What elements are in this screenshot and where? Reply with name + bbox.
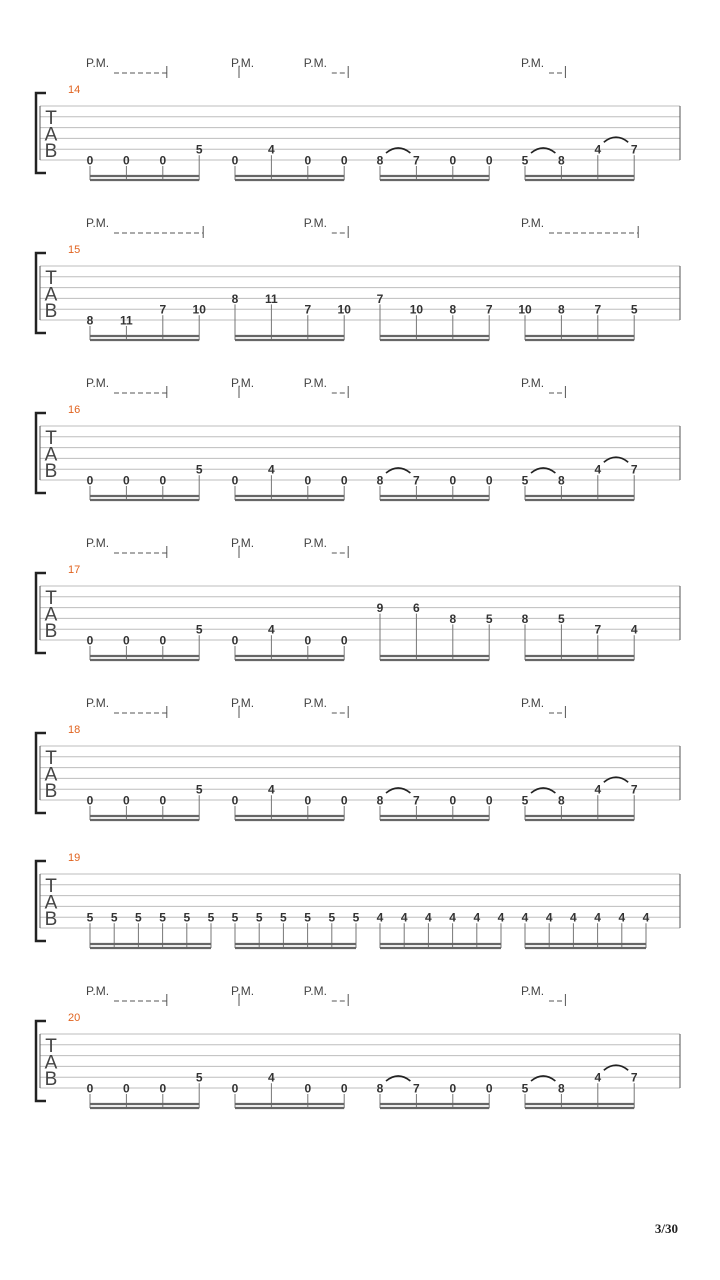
fret-number: 0 [304, 153, 312, 168]
measure-number: 19 [68, 852, 81, 864]
tab-letter-b: B [44, 461, 58, 482]
fret-number: 5 [630, 302, 638, 317]
fret-number: 0 [86, 153, 94, 168]
measure-number: 17 [68, 564, 81, 576]
palm-mute-label: P.M. [231, 56, 255, 70]
fret-number: 4 [497, 910, 505, 925]
fret-number: 4 [521, 910, 529, 925]
fret-number: 5 [135, 910, 142, 925]
fret-number: 0 [449, 153, 457, 168]
fret-number: 4 [594, 142, 602, 157]
tab-letter-b: B [44, 781, 58, 802]
tab-system-19 [36, 852, 680, 948]
fret-number: 4 [376, 910, 384, 925]
fret-number: 5 [183, 910, 191, 925]
fret-number: 4 [545, 910, 553, 925]
fret-number: 0 [86, 1081, 94, 1096]
palm-mute-label: P.M. [303, 56, 327, 70]
fret-number: 5 [195, 142, 203, 157]
page-number: 3/30 [654, 1221, 678, 1236]
tab-letter-a: A [44, 604, 58, 626]
fret-number: 4 [268, 1070, 275, 1085]
fret-number: 8 [558, 302, 565, 317]
fret-number: 0 [86, 793, 94, 808]
fret-number: 5 [521, 1081, 529, 1096]
fret-number: 5 [110, 910, 118, 925]
tab-system-15 [36, 216, 680, 340]
fret-number: 4 [570, 910, 577, 925]
fret-number: 4 [618, 910, 626, 925]
fret-number: 8 [376, 1081, 384, 1096]
fret-number: 4 [594, 1070, 602, 1085]
fret-number: 5 [521, 473, 529, 488]
fret-number: 8 [558, 1081, 565, 1096]
fret-number: 11 [120, 313, 133, 328]
tab-letter-a: A [44, 1052, 58, 1074]
fret-number: 8 [376, 793, 384, 808]
palm-mute-label: P.M. [231, 376, 255, 390]
fret-number: 4 [268, 622, 275, 637]
fret-number: 5 [195, 782, 203, 797]
tab-letter-a: A [44, 124, 58, 146]
tab-letter-b: B [44, 621, 58, 642]
fret-number: 5 [280, 910, 287, 925]
fret-number: 0 [485, 1081, 493, 1096]
palm-mute-label: P.M. [303, 376, 327, 390]
fret-number: 0 [340, 473, 348, 488]
palm-mute-label: P.M. [231, 696, 255, 710]
fret-number: 5 [86, 910, 94, 925]
fret-number: 0 [231, 1081, 239, 1096]
tab-letter-b: B [44, 301, 58, 322]
fret-number: 7 [485, 302, 493, 317]
tab-letter-t: T [45, 1036, 57, 1057]
fret-number: 5 [558, 611, 565, 626]
fret-number: 0 [123, 473, 130, 488]
tab-system-20 [36, 984, 680, 1108]
fret-number: 4 [449, 910, 456, 925]
fret-number: 8 [231, 291, 239, 306]
palm-mute-label: P.M. [521, 56, 545, 70]
measure-number: 18 [68, 724, 81, 736]
fret-number: 0 [231, 153, 239, 168]
fret-number: 8 [376, 473, 384, 488]
tab-letter-t: T [45, 588, 57, 609]
tab-letter-t: T [45, 268, 57, 289]
fret-number: 5 [159, 910, 166, 925]
tab-system-14 [36, 56, 680, 180]
fret-number: 10 [337, 302, 351, 317]
fret-number: 7 [413, 153, 420, 168]
palm-mute-label: P.M. [303, 536, 327, 550]
fret-number: 0 [485, 473, 493, 488]
fret-number: 0 [340, 793, 348, 808]
fret-number: 0 [159, 153, 167, 168]
fret-number: 7 [630, 782, 638, 797]
fret-number: 4 [268, 142, 275, 157]
fret-number: 8 [376, 153, 384, 168]
tab-letter-a: A [44, 892, 58, 914]
palm-mute-label: P.M. [521, 984, 545, 998]
fret-number: 8 [86, 313, 94, 328]
fret-number: 5 [231, 910, 239, 925]
tab-letter-t: T [45, 748, 57, 769]
palm-mute-label: P.M. [86, 696, 110, 710]
fret-number: 0 [485, 153, 493, 168]
fret-number: 4 [268, 462, 275, 477]
fret-number: 4 [594, 462, 602, 477]
palm-mute-label: P.M. [86, 984, 110, 998]
fret-number: 9 [376, 601, 384, 616]
fret-number: 0 [231, 793, 239, 808]
fret-number: 8 [558, 153, 565, 168]
palm-mute-label: P.M. [303, 216, 327, 230]
fret-number: 8 [449, 611, 457, 626]
tab-letter-t: T [45, 876, 57, 897]
fret-number: 4 [425, 910, 432, 925]
fret-number: 7 [376, 291, 384, 306]
fret-number: 7 [159, 302, 167, 317]
fret-number: 10 [409, 302, 424, 317]
fret-number: 10 [192, 302, 206, 317]
fret-number: 4 [594, 782, 602, 797]
tab-letter-b: B [44, 1069, 58, 1090]
fret-number: 7 [594, 302, 602, 317]
fret-number: 0 [123, 633, 130, 648]
fret-number: 4 [594, 910, 601, 925]
fret-number: 0 [123, 153, 130, 168]
fret-number: 8 [449, 302, 457, 317]
palm-mute-label: P.M. [303, 696, 327, 710]
palm-mute-label: P.M. [86, 56, 110, 70]
fret-number: 7 [630, 142, 638, 157]
fret-number: 0 [304, 633, 312, 648]
fret-number: 5 [195, 462, 203, 477]
fret-number: 0 [304, 1081, 312, 1096]
fret-number: 0 [449, 793, 457, 808]
fret-number: 4 [400, 910, 408, 925]
fret-number: 0 [123, 1081, 130, 1096]
fret-number: 0 [159, 473, 167, 488]
fret-number: 0 [449, 473, 457, 488]
tab-system-16 [36, 376, 680, 500]
fret-number: 0 [123, 793, 130, 808]
tab-system-18 [36, 696, 680, 820]
tab-letter-b: B [44, 141, 58, 162]
fret-number: 4 [630, 622, 638, 637]
palm-mute-label: P.M. [86, 376, 110, 390]
fret-number: 6 [413, 601, 420, 616]
fret-number: 0 [159, 793, 167, 808]
fret-number: 0 [231, 473, 239, 488]
fret-number: 8 [558, 793, 565, 808]
fret-number: 0 [159, 633, 167, 648]
fret-number: 5 [195, 622, 203, 637]
palm-mute-label: P.M. [86, 536, 110, 550]
fret-number: 0 [340, 1081, 348, 1096]
fret-number: 11 [265, 291, 278, 306]
tab-letter-a: A [44, 444, 58, 466]
fret-number: 5 [485, 611, 493, 626]
fret-number: 0 [86, 633, 94, 648]
fret-number: 7 [413, 1081, 420, 1096]
fret-number: 5 [328, 910, 336, 925]
fret-number: 7 [413, 473, 420, 488]
measure-number: 15 [68, 244, 81, 256]
palm-mute-label: P.M. [231, 536, 255, 550]
measure-number: 16 [68, 404, 81, 416]
measure-number: 14 [68, 84, 81, 96]
tab-letter-a: A [44, 284, 58, 306]
fret-number: 4 [268, 782, 275, 797]
fret-number: 10 [518, 302, 532, 317]
fret-number: 8 [521, 611, 529, 626]
tab-letter-t: T [45, 108, 57, 129]
tab-letter-t: T [45, 428, 57, 449]
fret-number: 5 [521, 793, 529, 808]
palm-mute-label: P.M. [521, 696, 545, 710]
palm-mute-label: P.M. [303, 984, 327, 998]
palm-mute-label: P.M. [86, 216, 110, 230]
fret-number: 7 [413, 793, 420, 808]
fret-number: 0 [159, 1081, 167, 1096]
fret-number: 0 [449, 1081, 457, 1096]
fret-number: 0 [304, 793, 312, 808]
fret-number: 7 [630, 462, 638, 477]
fret-number: 5 [207, 910, 215, 925]
fret-number: 4 [473, 910, 481, 925]
fret-number: 4 [642, 910, 650, 925]
palm-mute-label: P.M. [521, 376, 545, 390]
palm-mute-label: P.M. [231, 984, 255, 998]
fret-number: 8 [558, 473, 565, 488]
tab-letter-b: B [44, 909, 58, 930]
tab-letter-a: A [44, 764, 58, 786]
fret-number: 5 [352, 910, 360, 925]
fret-number: 0 [86, 473, 94, 488]
measure-number: 20 [68, 1012, 81, 1024]
fret-number: 5 [255, 910, 263, 925]
fret-number: 0 [340, 153, 348, 168]
fret-number: 5 [195, 1070, 203, 1085]
tab-system-17 [36, 536, 680, 660]
fret-number: 5 [304, 910, 311, 925]
fret-number: 7 [594, 622, 602, 637]
palm-mute-label: P.M. [521, 216, 545, 230]
fret-number: 0 [231, 633, 239, 648]
fret-number: 0 [485, 793, 493, 808]
fret-number: 7 [630, 1070, 638, 1085]
fret-number: 7 [304, 302, 312, 317]
fret-number: 5 [521, 153, 529, 168]
fret-number: 0 [304, 473, 312, 488]
fret-number: 0 [340, 633, 348, 648]
